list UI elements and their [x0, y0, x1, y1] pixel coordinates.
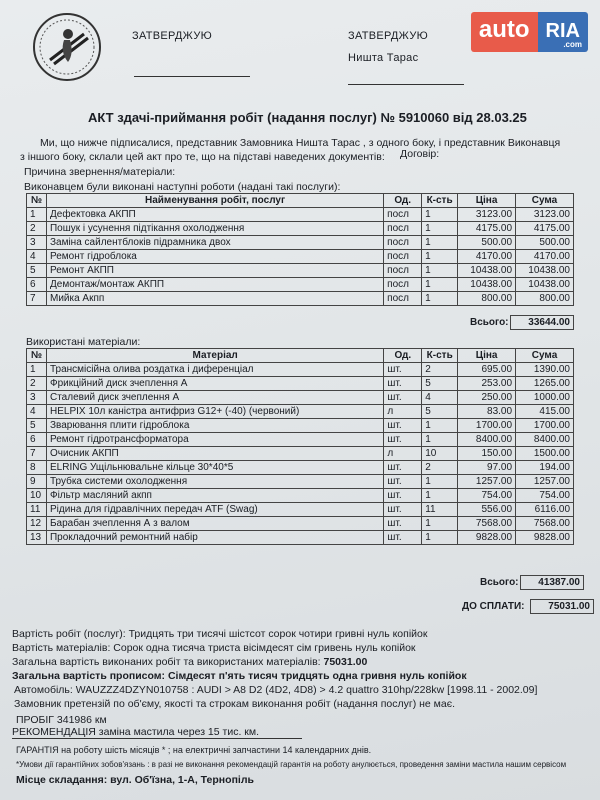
table-row [27, 503, 574, 517]
materials-cell: 250.00 [458, 391, 516, 405]
materials-cell: 7568.00 [516, 517, 574, 531]
materials-table-body [27, 363, 574, 545]
table-row [27, 419, 574, 433]
materials-cell: Ремонт гідротрансформатора [46, 433, 383, 447]
materials-cell: 9 [27, 475, 47, 489]
materials-cell: Прокладочний ремонтний набір [46, 531, 383, 545]
materials-header-cell: Ціна [458, 349, 516, 363]
materials-total-label: Всього: [480, 577, 519, 588]
works-cell: 2 [27, 222, 47, 236]
works-cell: 6 [27, 278, 47, 292]
materials-cell: л [384, 447, 422, 461]
materials-cell: 253.00 [458, 377, 516, 391]
materials-cell: 8400.00 [516, 433, 574, 447]
works-cell: 4170.00 [516, 250, 574, 264]
table-row [27, 264, 574, 278]
table-row [27, 461, 574, 475]
works-cell: 7 [27, 292, 47, 306]
works-cell: 500.00 [516, 236, 574, 250]
table-row [27, 531, 574, 545]
autoria-watermark [471, 12, 588, 52]
materials-cell: 1257.00 [516, 475, 574, 489]
works-cell: 4175.00 [458, 222, 516, 236]
materials-cost-words: Вартість матеріалів: Сорок одна тисяча триста вісімдесят сім гривень нуль копійок [12, 642, 416, 654]
materials-cell: 754.00 [516, 489, 574, 503]
intro-contract: Договір: [400, 148, 440, 160]
works-header-cell: Од. [384, 194, 422, 208]
warranty-text: ГАРАНТІЯ на роботу шість місяців * ; на електричні запчастини 14 календарних днів. [16, 745, 372, 755]
works-table-header [27, 194, 574, 208]
works-cell: 1 [422, 222, 458, 236]
materials-cell: шт. [384, 391, 422, 405]
materials-cell: ELRING Ущільнювальне кільце 30*40*5 [46, 461, 383, 475]
materials-cell: 97.00 [458, 461, 516, 475]
works-cell: 4 [27, 250, 47, 264]
works-cell: посл [384, 278, 422, 292]
materials-cell: Фрикційний диск зчеплення А [46, 377, 383, 391]
materials-cell: 10 [27, 489, 47, 503]
table-row [27, 208, 574, 222]
materials-cell: 7568.00 [458, 517, 516, 531]
works-cell: 1 [422, 208, 458, 222]
table-row [27, 517, 574, 531]
materials-cell: шт. [384, 475, 422, 489]
materials-cell: Зварювання плити гідроблока [46, 419, 383, 433]
materials-cell: 1500.00 [516, 447, 574, 461]
materials-cell: Фільтр масляний акпп [46, 489, 383, 503]
materials-cell: 1700.00 [458, 419, 516, 433]
works-cell: 800.00 [458, 292, 516, 306]
works-cell: 500.00 [458, 236, 516, 250]
materials-cell: 1000.00 [516, 391, 574, 405]
works-total-value: 33644.00 [510, 315, 574, 330]
materials-cell: 5 [27, 419, 47, 433]
table-row [27, 447, 574, 461]
materials-cell: 1 [422, 419, 458, 433]
grand-total-words: Загальна вартість прописом: Сімдесят п'ять тисяч тридцять одна гривня нуль копійок [12, 670, 467, 682]
works-cell: Мийка Акпп [46, 292, 383, 306]
table-row [27, 433, 574, 447]
works-table [26, 193, 574, 306]
materials-cell: 6 [27, 433, 47, 447]
table-row [27, 250, 574, 264]
works-table-body [27, 208, 574, 306]
materials-cell: 7 [27, 447, 47, 461]
materials-cell: 11 [422, 503, 458, 517]
approve-right-label: ЗАТВЕРДЖУЮ [348, 30, 429, 42]
car-info: Автомобіль: WAUZZZ4DZYN010758 : AUDI > A8 D2 (4D2, 4D8) > 4.2 quattro 310hp/228kw [1998.11 - 2002.09] [14, 684, 538, 696]
materials-cell: 1265.00 [516, 377, 574, 391]
document-title: АКТ здачі-приймання робіт (надання послуг) № 5910060 від 28.03.25 [88, 110, 527, 125]
works-cell: 4170.00 [458, 250, 516, 264]
works-cell: посл [384, 208, 422, 222]
materials-cell: 5 [422, 377, 458, 391]
works-header-cell: № [27, 194, 47, 208]
table-row [27, 489, 574, 503]
materials-cell: 9828.00 [458, 531, 516, 545]
works-cell: посл [384, 264, 422, 278]
table-row [27, 222, 574, 236]
materials-cell: 754.00 [458, 489, 516, 503]
works-cell: 4175.00 [516, 222, 574, 236]
works-cell: 3123.00 [458, 208, 516, 222]
materials-cell: 5 [422, 405, 458, 419]
works-cell: Дефектовка АКПП [46, 208, 383, 222]
works-cell: Ремонт гідроблока [46, 250, 383, 264]
materials-cell: 1257.00 [458, 475, 516, 489]
works-cell: 1 [422, 278, 458, 292]
works-header-cell: Найменування робіт, послуг [46, 194, 383, 208]
intro-works-done: Виконавцем були виконані наступні роботи (надані такі послуги): [24, 181, 341, 193]
materials-cell: шт. [384, 363, 422, 377]
materials-header-cell: Од. [384, 349, 422, 363]
materials-cell: 1 [422, 475, 458, 489]
works-cell: 1 [422, 250, 458, 264]
materials-table [26, 348, 574, 545]
table-row [27, 236, 574, 250]
intro-line-2: з іншого боку, склали цей акт про те, що на підставі наведених документів: [20, 151, 385, 163]
materials-cell: 9828.00 [516, 531, 574, 545]
table-row [27, 278, 574, 292]
works-cell: 800.00 [516, 292, 574, 306]
materials-cell: 83.00 [458, 405, 516, 419]
table-row [27, 405, 574, 419]
materials-cell: шт. [384, 503, 422, 517]
table-row [27, 363, 574, 377]
materials-cell: 8 [27, 461, 47, 475]
materials-cell: Сталевий диск зчеплення А [46, 391, 383, 405]
materials-cell: шт. [384, 517, 422, 531]
materials-cell: шт. [384, 433, 422, 447]
materials-cell: 1700.00 [516, 419, 574, 433]
materials-cell: 150.00 [458, 447, 516, 461]
place-of-compilation: Місце складання: вул. Об'їзна, 1-А, Тернопіль [16, 774, 254, 786]
warranty-note: *Умови дії гарантійних зобов'язань : в разі не виконання рекомендацій гарантія на роботу анулюється, проведення заміни мастила нашим сервісом [16, 760, 567, 769]
works-header-cell: Ціна [458, 194, 516, 208]
materials-cell: Барабан зчеплення А з валом [46, 517, 383, 531]
intro-reason: Причина звернення/матеріали: [24, 166, 176, 178]
works-cell: 5 [27, 264, 47, 278]
works-cell: 10438.00 [516, 264, 574, 278]
grand-total-value: 75031.00 [323, 656, 368, 668]
works-cell: 10438.00 [516, 278, 574, 292]
materials-cell: шт. [384, 461, 422, 475]
works-cell: Пошук і усунення підтікання охолодження [46, 222, 383, 236]
to-pay-label: ДО СПЛАТИ: [462, 601, 525, 612]
approve-right-name: Ништа Тарас [348, 52, 419, 64]
materials-cell: 2 [422, 461, 458, 475]
materials-cell: 2 [422, 363, 458, 377]
materials-cell: 415.00 [516, 405, 574, 419]
approve-right-signature-line [348, 84, 464, 85]
materials-cell: 11 [27, 503, 47, 517]
table-row [27, 377, 574, 391]
materials-cell: 3 [27, 391, 47, 405]
works-cell: Демонтаж/монтаж АКПП [46, 278, 383, 292]
materials-cell: 6116.00 [516, 503, 574, 517]
materials-cell: шт. [384, 531, 422, 545]
materials-cell: 4 [27, 405, 47, 419]
materials-header-cell: К-сть [422, 349, 458, 363]
watermark-auto-text: auto [471, 12, 538, 52]
works-total-label: Всього: [470, 317, 509, 328]
works-cell: 1 [422, 264, 458, 278]
works-header-cell: К-сть [422, 194, 458, 208]
materials-cell: шт. [384, 377, 422, 391]
materials-cell: Трубка системи охолодження [46, 475, 383, 489]
materials-cell: 695.00 [458, 363, 516, 377]
materials-cell: л [384, 405, 422, 419]
materials-cell: Очисник АКПП [46, 447, 383, 461]
works-cell: 10438.00 [458, 278, 516, 292]
grand-total-line: Загальна вартість виконаних робіт та використаних матеріалів: 75031.00 [12, 656, 368, 668]
works-header-cell: Сума [516, 194, 574, 208]
works-cell: посл [384, 292, 422, 306]
materials-cell: 1 [422, 489, 458, 503]
works-cell: посл [384, 222, 422, 236]
recommendation: РЕКОМЕНДАЦІЯ заміна мастила через 15 тис. км. [12, 726, 302, 739]
materials-cell: 4 [422, 391, 458, 405]
materials-cell: Трансмісійна олива роздатка і диференціал [46, 363, 383, 377]
materials-cell: 1 [422, 531, 458, 545]
works-cell: 1 [422, 292, 458, 306]
works-cell: 1 [422, 236, 458, 250]
materials-total-value: 41387.00 [520, 575, 584, 590]
works-cell: Ремонт АКПП [46, 264, 383, 278]
materials-cell: 1 [27, 363, 47, 377]
materials-cell: шт. [384, 489, 422, 503]
watermark-ria-text: RIA .com [538, 12, 588, 52]
materials-cell: 556.00 [458, 503, 516, 517]
company-logo-icon [30, 10, 104, 84]
mileage: ПРОБІГ 341986 км [16, 714, 107, 726]
materials-cell: шт. [384, 419, 422, 433]
materials-cell: 2 [27, 377, 47, 391]
works-cell: 3 [27, 236, 47, 250]
materials-cell: HELPIX 10л каністра антифриз G12+ (-40) (червоний) [46, 405, 383, 419]
approve-left-label: ЗАТВЕРДЖУЮ [132, 30, 213, 42]
materials-cell: 12 [27, 517, 47, 531]
materials-cell: 13 [27, 531, 47, 545]
materials-cell: Рідина для гідравлічних передач ATF (Swag) [46, 503, 383, 517]
table-row [27, 391, 574, 405]
materials-cell: 1390.00 [516, 363, 574, 377]
materials-cell: 8400.00 [458, 433, 516, 447]
materials-cell: 10 [422, 447, 458, 461]
materials-table-header [27, 349, 574, 363]
works-cell: 10438.00 [458, 264, 516, 278]
works-cell: Заміна сайлентблоків підрамника двох [46, 236, 383, 250]
materials-cell: 1 [422, 433, 458, 447]
works-cell: посл [384, 250, 422, 264]
claims-statement: Замовник претензій по об'єму, якості та строкам виконання робіт (надання послуг) не має. [14, 698, 455, 710]
intro-line-1: Ми, що нижче підписалися, представник Замовника Ништа Тарас , з одного боку, і представник Виконавця [40, 137, 561, 149]
materials-cell: 194.00 [516, 461, 574, 475]
to-pay-value: 75031.00 [530, 599, 594, 614]
works-cell: 1 [27, 208, 47, 222]
works-cost-words: Вартість робіт (послуг): Тридцять три тисячі шістсот сорок чотири гривні нуль копійок [12, 628, 428, 640]
materials-caption: Використані матеріали: [26, 336, 141, 348]
approve-left-signature-line [134, 76, 250, 77]
materials-header-cell: Сума [516, 349, 574, 363]
works-cell: посл [384, 236, 422, 250]
works-cell: 3123.00 [516, 208, 574, 222]
table-row [27, 475, 574, 489]
table-row [27, 292, 574, 306]
materials-cell: 1 [422, 517, 458, 531]
materials-header-cell: Матеріал [46, 349, 383, 363]
materials-header-cell: № [27, 349, 47, 363]
